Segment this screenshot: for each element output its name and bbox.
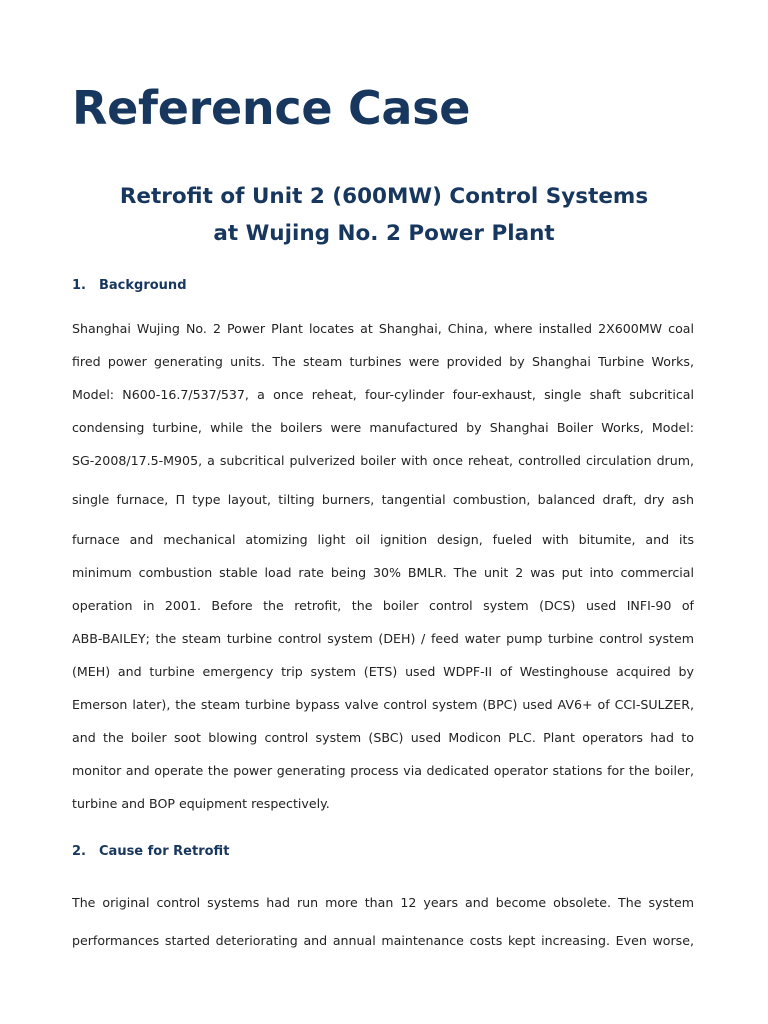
background-paragraph-line: minimum combustion stable load rate being 30% BMLR. The unit 2 was put into commercial xyxy=(72,565,694,580)
document-title: Reference Case xyxy=(72,81,471,135)
background-paragraph-line: ABB-BAILEY; the steam turbine control system (DEH) / feed water pump turbine control system xyxy=(72,631,694,646)
section-heading-background xyxy=(72,277,187,295)
background-paragraph-line: (MEH) and turbine emergency trip system (ETS) used WDPF-II of Westinghouse acquired by xyxy=(72,664,694,679)
cause-paragraph-line: performances started deteriorating and annual maintenance costs kept increasing. Even worse, xyxy=(72,933,694,948)
cause-paragraph-line: The original control systems had run more than 12 years and become obsolete. The system xyxy=(72,895,694,910)
background-paragraph-line: turbine and BOP equipment respectively. xyxy=(72,796,330,811)
background-paragraph-line: condensing turbine, while the boilers were manufactured by Shanghai Boiler Works, Model: xyxy=(72,420,694,435)
background-paragraph-line: SG-2008/17.5-M905, a subcritical pulverized boiler with once reheat, controlled circulation drum, xyxy=(72,453,694,468)
document-subtitle-line-2: at Wujing No. 2 Power Plant xyxy=(213,221,555,246)
background-paragraph-line: monitor and operate the power generating process via dedicated operator stations for the boiler, xyxy=(72,763,694,778)
background-paragraph-line: Shanghai Wujing No. 2 Power Plant locates at Shanghai, China, where installed 2X600MW coal xyxy=(72,321,694,336)
document-subtitle-line-1: Retrofit of Unit 2 (600MW) Control Systems xyxy=(119,184,649,209)
background-paragraph-line: Model: N600-16.7/537/537, a once reheat, four-cylinder four-exhaust, single shaft subcritical xyxy=(72,387,694,402)
section-heading-cause-for-retrofit xyxy=(72,843,229,861)
background-paragraph-line: and the boiler soot blowing control system (SBC) used Modicon PLC. Plant operators had to xyxy=(72,730,694,745)
background-paragraph-line: fired power generating units. The steam turbines were provided by Shanghai Turbine Works, xyxy=(72,354,694,369)
background-paragraph-line: furnace and mechanical atomizing light oil ignition design, fueled with bitumite, and its xyxy=(72,532,694,547)
background-paragraph-line: operation in 2001. Before the retrofit, the boiler control system (DCS) used INFI-90 of xyxy=(72,598,694,613)
section-number: 2. xyxy=(72,844,86,859)
background-paragraph-line: single furnace, Π type layout, tilting burners, tangential combustion, balanced draft, dry ash xyxy=(72,492,694,507)
section-number: 1. xyxy=(72,278,86,293)
background-paragraph-line: Emerson later), the steam turbine bypass valve control system (BPC) used AV6+ of CCI-SULZER, xyxy=(72,697,694,712)
section-heading-text: Background xyxy=(99,278,187,293)
section-heading-text: Cause for Retrofit xyxy=(99,844,230,859)
